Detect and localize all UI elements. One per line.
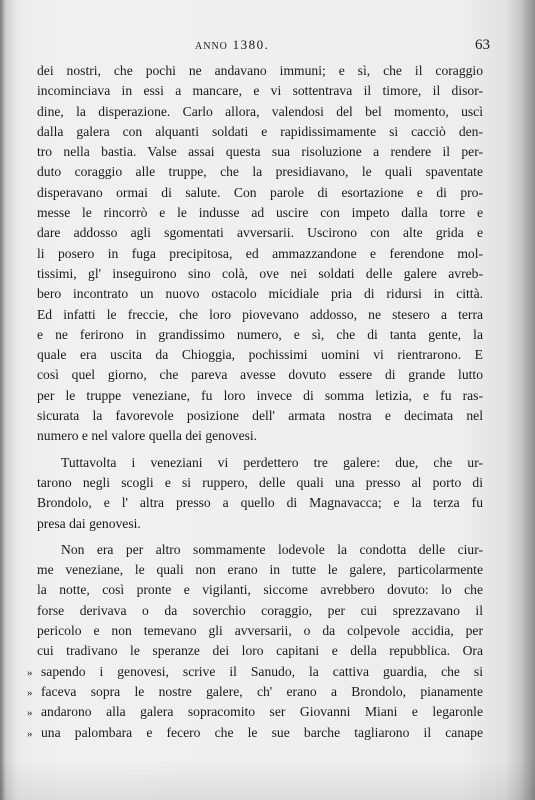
text-line: tarono negli scogli e si ruppero, delle quali una presso al porto di [37, 474, 483, 490]
text-line: per le truppe veneziane, fu loro invece di somma letizia, e fu ras- [37, 387, 483, 403]
text-line: sicurata la favorevole posizione dell' armata nostra e decimata nel [37, 408, 483, 424]
quoted-line: una palombara e fecero che le sue barche tagliarono il canape [41, 724, 483, 740]
text-line: la notte, così pronte e vigilanti, siccome avrebbero dovuto: lo che [37, 582, 483, 598]
paragraph-1 [37, 61, 483, 447]
text-line: Brondolo, e l' altra presso a quello di Magnavacca; e la terza fu [37, 495, 483, 511]
quoted-line: andarono alla galera sopracomito ser Giovanni Miani e legaronle [41, 704, 483, 720]
text-line: messe le rincorrò e le indusse ad uscire con impeto dalla torre e [37, 205, 483, 221]
quoted-line: faceva sopra le nostre galere, ch' erano a Brondolo, pianamente [41, 683, 483, 699]
quote-mark: » [27, 707, 33, 720]
page-number: 63 [475, 37, 490, 53]
running-head [195, 37, 269, 53]
text-line [27, 682, 483, 702]
text-line: dare addosso agli sgomentati avversarii. Uscirono con alte grida e [37, 225, 483, 241]
text-line: bero incontrato un nuovo ostacolo micidiale pria di ridursi in città. [37, 286, 483, 302]
text-line [27, 662, 483, 682]
text-line [27, 702, 483, 722]
running-head-year: 1380. [232, 37, 270, 52]
text-line: numero e nel valore quella dei genovesi. [37, 428, 258, 444]
text-line: disperavano ormai di salute. Con parole di esortazione e di pro- [37, 184, 483, 200]
running-head-word: ANNO [195, 41, 228, 52]
quote-mark: » [27, 666, 33, 679]
text-line: dalla galera con alquanti soldati e rapidissimamente si cacciò den- [37, 123, 483, 139]
quote-mark: » [27, 727, 33, 740]
body-text [27, 61, 483, 743]
paragraph-2 [37, 453, 483, 534]
text-line: dei nostri, che pochi ne andavano immuni; e sì, che il coraggio [37, 63, 483, 78]
text-line: me veneziane, le quali non erano in tutte le galere, particolarmente [37, 562, 483, 578]
text-line: duto coraggio alle truppe, che la presidiavano, le quali spaventate [37, 164, 483, 180]
text-line: presa dai genovesi. [37, 515, 141, 531]
text-line: Tuttavolta i veneziani vi perdettero tre galere: due, che ur- [61, 454, 483, 470]
text-line: tissimi, gl' inseguirono sino colà, ove nei soldati delle galere avreb- [37, 265, 483, 281]
text-line: pericolo e non temevano gli avversarii, o da colpevole accidia, per [37, 623, 483, 639]
text-line: li posero in fuga precipitosa, ed ammazzandone e ferendone mol- [37, 245, 483, 261]
text-line: dine, la disperazione. Carlo allora, valendosi del bel momento, uscì [37, 103, 483, 119]
text-line: forse derivava o da soverchio coraggio, per cui sprezzavano il [37, 602, 483, 618]
text-line: cui tradivano le speranze dei loro capitani e della repubblica. Ora [37, 643, 483, 659]
text-line: e ne ferirono in grandissimo numero, e sì, che di tanta gente, la [37, 326, 483, 342]
text-line: Non era per altro sommamente lodevole la condotta delle ciur- [61, 541, 483, 557]
text-line: Ed infatti le freccie, che loro piovevano addosso, ne stesero a terra [37, 306, 483, 322]
text-line [27, 723, 483, 743]
quote-mark: » [27, 686, 33, 699]
text-line: incominciava in essi a mancare, e vi sottentrava il timore, il disor- [37, 83, 483, 99]
quoted-passage [27, 662, 483, 743]
text-line: tro nella bastia. Valse assai questa sua risoluzione a rendere il per- [37, 144, 483, 160]
quoted-line: sapendo i genovesi, scrive il Sanudo, la cattiva guardia, che si [41, 663, 483, 679]
page-header [0, 37, 535, 57]
paragraph-3 [37, 540, 483, 662]
text-line: così quel giorno, che pareva avesse dovuto essere di grande lutto [37, 367, 483, 383]
text-line: quale era uscita da Chioggia, pochissimi uomini vi rientrarono. E [37, 347, 483, 363]
